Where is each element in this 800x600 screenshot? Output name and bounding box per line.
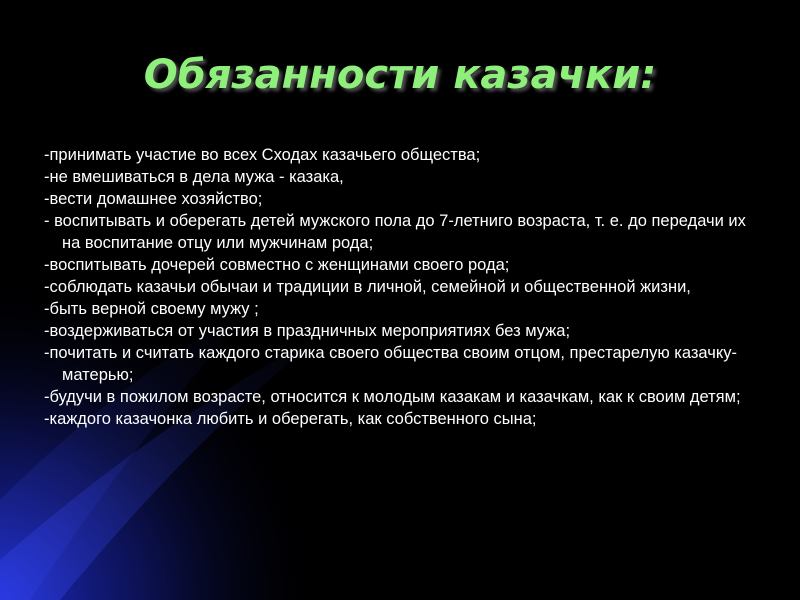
slide-title: Обязанности казачки: [143, 52, 657, 98]
list-item: -будучи в пожилом возрасте, относится к молодым казакам и казачкам, как к своим детям; [44, 388, 741, 406]
list-item: -каждого казачонка любить и оберегать, как собственного сына; [44, 410, 537, 428]
list-item: -воспитывать дочерей совместно с женщинами своего рода; [44, 256, 510, 274]
duties-list [44, 144, 764, 430]
list-item: -не вмешиваться в дела мужа - казака, [44, 168, 344, 186]
list-item: -почитать и считать каждого старика своего общества своим отцом, престарелую казачку- матерью; [44, 344, 737, 384]
list-item: -вести домашнее хозяйство; [44, 190, 263, 208]
list-item: - воспитывать и оберегать детей мужского пола до 7-летниго возраста, т. е. до передачи их на воспитание отцу или мужчинам рода; [44, 212, 746, 252]
list-item: -принимать участие во всех Сходах казачьего общества; [44, 146, 481, 164]
list-item: -воздерживаться от участия в праздничных мероприятиях без мужа; [44, 322, 571, 340]
list-item: -быть верной своему мужу ; [44, 300, 259, 318]
list-item: -соблюдать казачьи обычаи и традиции в личной, семейной и общественной жизни, [44, 278, 691, 296]
